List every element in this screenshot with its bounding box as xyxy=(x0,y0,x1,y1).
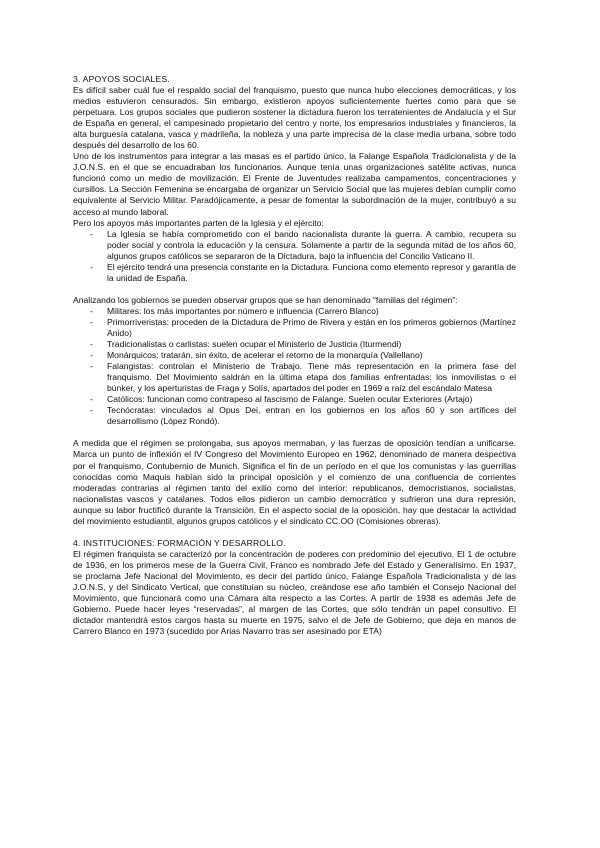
list-item: - Monárquicos: tratarán, sin éxito, de acelerar el retorno de la monarquía (Vallellano) xyxy=(90,350,423,361)
list-dash: - xyxy=(90,405,93,416)
list-item: - Falangistas: controlan el Ministerio de Trabajo. Tiene más representación en la primera fase del franquismo. Del Movimiento saldrán en la última etapa dos familias enfrentadas: los inmovilistas o el búnker, y los aperturistas de Fraga y Solís, apartados del poder en 1969 a raíz del escándalo Matesa xyxy=(90,361,516,394)
list-item: - Tecnócratas: vinculados al Opus Dei, entran en los gobiernos en los años 60 y son artífices del desarrollismo (López Rondó). xyxy=(90,405,516,427)
list-item: - La Iglesia se había comprometido con el bando nacionalista durante la guerra. A cambio, recupera su poder social y controla la educación y la censura. Solamente a partir de la segunda mitad de los años 60, algunos grupos católicos se separaron de la Dictadura, bajo la influencia del Concilio Vaticano II. xyxy=(90,228,516,261)
section-3-paragraph-1: Es difícil saber cuál fue el respaldo social del franquismo, puesto que nunca hubo elecciones democráticas, y los medios estuvieron censurados. Sin embargo, existieron apoyos suficientemente fuertes como para que se perpetuara. Los grupos sociales que pudieron sostener la dictadura fueron los terratenientes de Andalucía y el Sur de España en general, el campesinado propietario del centro y norte, los empresarios industriales y financieros, la alta burguesía catalana, vasca y madrileña, la nobleza y una parte imprecisa de la clase media urbana, sobre todo después del desarrollo de los 60. xyxy=(73,85,516,151)
list-dash: - xyxy=(90,305,93,316)
list-dash: - xyxy=(90,261,93,272)
list-item: - Primorriveristas: proceden de la Dictadura de Primo de Rivera y están en los primeros gobiernos (Martínez Anido) xyxy=(90,316,516,338)
list-item: - Tradicionalistas o carlistas: suelen ocupar el Ministerio de Justicia (Iturmendi) xyxy=(90,339,402,350)
section-4-title: 4. INSTITUCIONES: FORMACIÓN Y DESARROLLO. xyxy=(73,537,286,548)
list-dash: - xyxy=(90,339,93,350)
section-3-title: 3. APOYOS SOCIALES. xyxy=(73,74,170,84)
regime-families-list xyxy=(73,306,516,428)
list-item: - Militares: los más importantes por número e influencia (Carrero Blanco) xyxy=(90,305,379,316)
section-3-paragraph-3: Pero los apoyos más importantes parten de la Iglesia y el ejército: xyxy=(73,217,324,228)
spacer xyxy=(73,527,516,538)
section-3-paragraph-4: Analizando los gobiernos se pueden observar grupos que se han denominado “familias del régimen”: xyxy=(73,294,458,305)
section-3-paragraph-2: Uno de los instrumentos para integrar a las masas es el partido único, la Falange Española Tradicionalista y de la J.O.N.S. en el que se encuadraban los funcionarios. Aunque tenía unas organizaciones satélite activas, nunca funcionó como un medio de movilización. El Frente de Juventudes realizaba campamentos, concentraciones y cursillos. La Sección Femenina se encargaba de organizar un Servicio Social que las mujeres debían cumplir como equivalente al Servicio Militar. Paradójicamente, a pesar de fomentar la subordinación de la mujer, contribuyó a su acceso al mundo laboral. xyxy=(73,151,516,217)
list-dash: - xyxy=(90,228,93,239)
list-dash: - xyxy=(90,316,93,327)
section-3-paragraph-5: A medida que el régimen se prolongaba, sus apoyos mermaban, y las fuerzas de oposición tendían a unificarse. Marca un punto de inflexión el IV Congreso del Movimiento Europeo en 1962, denominado de manera despectiva por el franquismo, Contubernio de Munich. Significa el fin de un período en el que los comunistas y las guerrillas conocidas como Maquis habían sido la principal oposición y el comienzo de una confluencia de corrientes moderadas contrarias al régimen tanto del exilio como del interior: republicanos, democristianos, socialistas, nacionalistas vascos y catalanes. Todos ellos pidieron un cambio democrático y sufrieron una dura represión, aunque su labor fructificó durante la Transición. En el aspecto social de la oposición, hay que destacar la actividad del movimiento estudiantil, algunos grupos católicos y el sindicato CC.OO (Comisiones obreras). xyxy=(73,438,516,526)
spacer xyxy=(73,427,516,438)
list-dash: - xyxy=(90,394,93,405)
spacer xyxy=(73,284,516,295)
church-army-list xyxy=(73,229,516,284)
list-item: - El ejército tendrá una presencia constante en la Dictadura. Funciona como elemento represor y garantía de la unidad de España. xyxy=(90,261,516,283)
section-4-paragraph-1: El régimen franquista se caracterizó por la concentración de poderes con predominio del ejecutivo. El 1 de octubre de 1936, en los primeros mese de la Guerra Civil, Franco es nombrado Jefe del Estado y Generalísimo. En 1937, se proclama Jefe Nacional del Movimiento, es decir del partido único, Falange Española Tradicionalista y de las J.O.N.S, y del Sindicato Vertical, que constituían su núcleo, creándose ese año también el Consejo Nacional del Movimiento, que funcionará como una Cámara alta respecto a las Cortes. A partir de 1938 es además Jefe de Gobierno. Puede hacer leyes “reservadas”, al margen de las Cortes, que sólo tendrán un papel consultivo. El dictador mantendrá estos cargos hasta su muerte en 1975, salvo el de Jefe de Gobierno, que deja en manos de Carrero Blanco en 1973 (sucedido por Arias Navarro tras ser asesinado por ETA) xyxy=(73,548,516,637)
list-dash: - xyxy=(90,361,93,372)
list-dash: - xyxy=(90,350,93,361)
list-item: - Católicos: funcionan como contrapeso al fascismo de Falange. Suelen ocular Exteriores (Artajo) xyxy=(90,394,473,405)
